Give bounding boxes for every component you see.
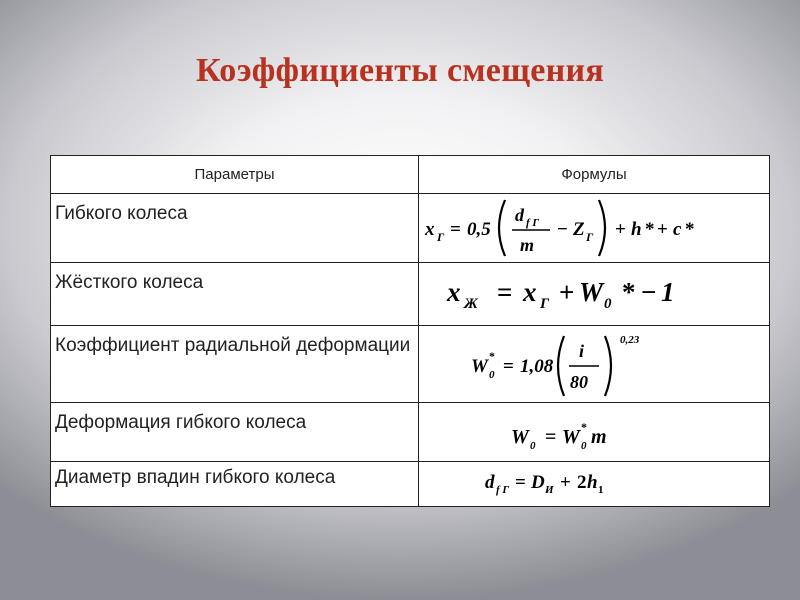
svg-text:x: x xyxy=(425,219,435,240)
svg-text:m: m xyxy=(520,235,535,255)
formula-rigid-wheel-shift xyxy=(419,263,769,325)
formula-cell xyxy=(419,263,770,326)
header-formulas: Формулы xyxy=(419,156,770,194)
table-row xyxy=(51,326,770,403)
svg-text:И: И xyxy=(545,484,554,496)
svg-text:f Г: f Г xyxy=(526,217,540,229)
svg-text:*: * xyxy=(622,277,636,307)
table-row xyxy=(51,194,770,263)
parameter-cell xyxy=(51,194,419,263)
svg-text:Г: Г xyxy=(586,230,594,244)
svg-text:*: * xyxy=(489,349,495,363)
svg-text:d: d xyxy=(515,205,524,225)
svg-text:=: = xyxy=(515,472,526,493)
parameter-cell xyxy=(51,326,419,403)
svg-text:f Г: f Г xyxy=(496,484,510,496)
svg-text:W: W xyxy=(511,426,529,448)
svg-text:h: h xyxy=(587,472,598,493)
parameter-cell xyxy=(51,263,419,326)
svg-text:0: 0 xyxy=(530,440,536,452)
svg-text:Г: Г xyxy=(540,296,550,312)
svg-text:−: − xyxy=(557,219,568,240)
formula-flex-wheel-shift xyxy=(419,194,769,262)
svg-text:0,5: 0,5 xyxy=(467,219,491,240)
header-parameters: Параметры xyxy=(51,156,419,194)
svg-text:80: 80 xyxy=(570,372,588,392)
svg-text:+: + xyxy=(559,277,575,307)
svg-text:Г: Г xyxy=(437,230,445,244)
svg-text:1: 1 xyxy=(661,277,675,307)
formula-flex-wheel-deformation xyxy=(419,403,769,461)
parameter-label: Коэффициент радиальной деформации xyxy=(55,335,411,356)
svg-text:W: W xyxy=(562,426,580,448)
formula-flex-wheel-root-diameter xyxy=(419,462,769,506)
parameter-label: Деформация гибкого колеса xyxy=(55,412,307,433)
parameter-label: Диаметр впадин гибкого колеса xyxy=(55,467,336,488)
svg-text:1,08: 1,08 xyxy=(520,356,554,377)
formula-cell xyxy=(419,403,770,462)
svg-text:+: + xyxy=(657,219,668,240)
svg-text:i: i xyxy=(579,341,585,361)
svg-text:W: W xyxy=(471,356,488,377)
svg-text:*: * xyxy=(685,219,695,240)
svg-text:Ж: Ж xyxy=(464,296,478,312)
table-row xyxy=(51,263,770,326)
svg-text:1: 1 xyxy=(598,484,604,496)
svg-text:Z: Z xyxy=(573,219,585,240)
table-row xyxy=(51,462,770,507)
svg-text:h: h xyxy=(631,219,642,240)
svg-text:m: m xyxy=(591,426,607,448)
svg-text:D: D xyxy=(531,472,545,493)
table-row xyxy=(51,403,770,462)
svg-text:=: = xyxy=(497,277,513,307)
svg-text:0,23: 0,23 xyxy=(620,334,640,346)
formula-cell xyxy=(419,462,770,507)
svg-text:+: + xyxy=(560,472,571,493)
svg-text:0: 0 xyxy=(604,296,612,312)
svg-text:*: * xyxy=(645,219,655,240)
parameter-cell xyxy=(51,462,419,507)
svg-text:W: W xyxy=(579,277,604,307)
svg-text:=: = xyxy=(450,219,461,240)
coefficients-table xyxy=(50,155,770,507)
svg-text:x: x xyxy=(447,277,461,307)
svg-text:*: * xyxy=(581,420,587,434)
parameter-label: Жёсткого колеса xyxy=(55,272,204,293)
svg-text:c: c xyxy=(673,219,682,240)
parameter-label: Гибкого колеса xyxy=(55,203,188,224)
svg-text:d: d xyxy=(485,472,495,493)
table-header-row xyxy=(51,156,770,194)
formula-radial-deformation-coefficient xyxy=(419,326,769,402)
formula-cell xyxy=(419,194,770,263)
svg-text:2: 2 xyxy=(577,472,587,493)
slide-title: Коэффициенты смещения xyxy=(195,52,605,89)
svg-text:0: 0 xyxy=(489,369,495,381)
svg-text:−: − xyxy=(641,277,657,307)
svg-text:0: 0 xyxy=(581,440,587,452)
formula-cell xyxy=(419,326,770,403)
svg-text:=: = xyxy=(545,426,557,448)
svg-text:x: x xyxy=(523,277,537,307)
parameter-cell xyxy=(51,403,419,462)
svg-text:=: = xyxy=(503,356,514,377)
svg-text:+: + xyxy=(615,219,626,240)
